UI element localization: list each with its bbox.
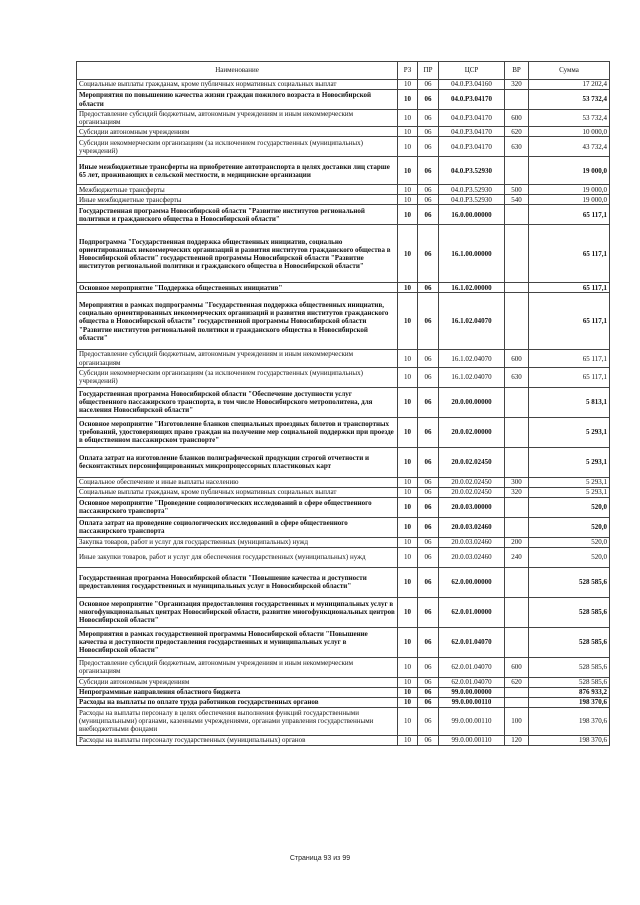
budget-table bbox=[76, 61, 610, 746]
row-rz: 10 bbox=[398, 205, 418, 225]
header-csr: ЦСР bbox=[439, 62, 505, 80]
row-name: Субсидии некоммерческим организациям (за исключением государственных (муниципальных) учреждений) bbox=[77, 367, 398, 387]
row-vr: 120 bbox=[505, 735, 529, 745]
row-pr: 06 bbox=[418, 487, 439, 497]
row-csr: 04.0.Р3.04170 bbox=[439, 127, 505, 137]
row-rz: 10 bbox=[398, 497, 418, 517]
row-csr: 20.0.03.02460 bbox=[439, 547, 505, 567]
row-vr: 600 bbox=[505, 110, 529, 127]
row-sum: 5 293,1 bbox=[529, 487, 610, 497]
row-pr: 06 bbox=[418, 80, 439, 90]
table-row bbox=[77, 157, 610, 185]
table-row bbox=[77, 350, 610, 367]
row-vr bbox=[505, 597, 529, 627]
table-row bbox=[77, 597, 610, 627]
row-vr: 620 bbox=[505, 677, 529, 687]
row-csr: 62.0.01.04070 bbox=[439, 677, 505, 687]
table-row bbox=[77, 627, 610, 657]
row-vr: 320 bbox=[505, 80, 529, 90]
row-rz: 10 bbox=[398, 707, 418, 735]
row-name: Мероприятия в рамках государственной программы Новосибирской области "Повышение качества и доступности предоставления государственных и муниципальных услуг в Новосибирской области" bbox=[77, 627, 398, 657]
row-vr bbox=[505, 225, 529, 283]
table-row bbox=[77, 567, 610, 597]
row-rz: 10 bbox=[398, 487, 418, 497]
row-csr: 16.1.02.00000 bbox=[439, 283, 505, 293]
row-vr bbox=[505, 447, 529, 477]
row-pr: 06 bbox=[418, 90, 439, 110]
row-sum: 520,0 bbox=[529, 517, 610, 537]
row-rz: 10 bbox=[398, 185, 418, 195]
row-pr: 06 bbox=[418, 497, 439, 517]
row-name: Расходы на выплаты по оплате труда работников государственных органов bbox=[77, 697, 398, 707]
row-sum: 65 117,1 bbox=[529, 205, 610, 225]
row-csr: 20.0.03.02460 bbox=[439, 517, 505, 537]
row-pr: 06 bbox=[418, 707, 439, 735]
row-rz: 10 bbox=[398, 137, 418, 157]
table-row bbox=[77, 127, 610, 137]
row-name: Социальные выплаты гражданам, кроме публичных нормативных социальных выплат bbox=[77, 80, 398, 90]
row-rz: 10 bbox=[398, 657, 418, 677]
row-rz: 10 bbox=[398, 225, 418, 283]
row-pr: 06 bbox=[418, 697, 439, 707]
table-row bbox=[77, 477, 610, 487]
table-row bbox=[77, 735, 610, 745]
row-sum: 198 370,6 bbox=[529, 707, 610, 735]
row-vr bbox=[505, 205, 529, 225]
table-body bbox=[77, 80, 610, 746]
row-rz: 10 bbox=[398, 447, 418, 477]
row-sum: 43 732,4 bbox=[529, 137, 610, 157]
row-name: Подпрограмма "Государственная поддержка общественных инициатив, социально ориентированных некоммерческих организаций и развития институтов гражданского общества в Новосибирской области" государственной программы Новосибирской области "Развитие институтов региональной политики и гражданского общества в Новосибирской области" bbox=[77, 225, 398, 283]
row-name: Социальные выплаты гражданам, кроме публичных нормативных социальных выплат bbox=[77, 487, 398, 497]
row-pr: 06 bbox=[418, 517, 439, 537]
row-csr: 04.0.Р3.04170 bbox=[439, 137, 505, 157]
row-name: Предоставление субсидий бюджетным, автономным учреждениям и иным некоммерческим организациям bbox=[77, 350, 398, 367]
row-csr: 20.0.02.00000 bbox=[439, 417, 505, 447]
row-sum: 528 585,6 bbox=[529, 627, 610, 657]
row-rz: 10 bbox=[398, 597, 418, 627]
row-pr: 06 bbox=[418, 417, 439, 447]
row-sum: 5 813,1 bbox=[529, 387, 610, 417]
row-csr: 16.0.00.00000 bbox=[439, 205, 505, 225]
row-sum: 53 732,4 bbox=[529, 90, 610, 110]
row-csr: 20.0.00.00000 bbox=[439, 387, 505, 417]
row-sum: 65 117,1 bbox=[529, 350, 610, 367]
row-name: Основное мероприятие "Организация предоставления государственных и муниципальных услуг в многофункциональных центрах Новосибирской области, развитие многофункциональных центров Новосибирской области" bbox=[77, 597, 398, 627]
row-pr: 06 bbox=[418, 547, 439, 567]
row-name: Государственная программа Новосибирской области "Обеспечение доступности услуг общественного пассажирского транспорта, в том числе Новосибирского метрополитена, для населения Новосибирской области" bbox=[77, 387, 398, 417]
table-row bbox=[77, 110, 610, 127]
table-row bbox=[77, 487, 610, 497]
row-vr bbox=[505, 497, 529, 517]
row-csr: 62.0.01.04070 bbox=[439, 657, 505, 677]
row-rz: 10 bbox=[398, 537, 418, 547]
row-rz: 10 bbox=[398, 283, 418, 293]
row-name: Предоставление субсидий бюджетным, автономным учреждениям и иным некоммерческим организациям bbox=[77, 657, 398, 677]
row-rz: 10 bbox=[398, 547, 418, 567]
table-row bbox=[77, 283, 610, 293]
row-pr: 06 bbox=[418, 127, 439, 137]
row-sum: 65 117,1 bbox=[529, 225, 610, 283]
row-rz: 10 bbox=[398, 627, 418, 657]
row-name: Государственная программа Новосибирской области "Повышение качества и доступности предоставления государственных и муниципальных услуг в Новосибирской области" bbox=[77, 567, 398, 597]
row-vr: 620 bbox=[505, 127, 529, 137]
row-sum: 65 117,1 bbox=[529, 293, 610, 350]
table-row bbox=[77, 195, 610, 205]
header-pr: ПР bbox=[418, 62, 439, 80]
row-sum: 5 293,1 bbox=[529, 477, 610, 487]
row-csr: 20.0.03.00000 bbox=[439, 497, 505, 517]
row-rz: 10 bbox=[398, 90, 418, 110]
row-name: Оплата затрат на проведение социологических исследований в сфере общественного пассажирского транспорта bbox=[77, 517, 398, 537]
row-pr: 06 bbox=[418, 567, 439, 597]
row-rz: 10 bbox=[398, 687, 418, 697]
row-csr: 62.0.01.00000 bbox=[439, 597, 505, 627]
row-sum: 5 293,1 bbox=[529, 417, 610, 447]
row-name: Оплата затрат на изготовление бланков полиграфической продукции строгой отчетности и бесконтактных персонифицированных микропроцессорных пластиковых карт bbox=[77, 447, 398, 477]
row-rz: 10 bbox=[398, 367, 418, 387]
row-sum: 528 585,6 bbox=[529, 597, 610, 627]
row-name: Социальное обеспечение и иные выплаты населению bbox=[77, 477, 398, 487]
row-sum: 528 585,6 bbox=[529, 567, 610, 597]
row-csr: 20.0.02.02450 bbox=[439, 447, 505, 477]
row-csr: 16.1.02.04070 bbox=[439, 293, 505, 350]
table-row bbox=[77, 517, 610, 537]
row-pr: 06 bbox=[418, 687, 439, 697]
row-csr: 04.0.Р3.52930 bbox=[439, 185, 505, 195]
row-vr: 630 bbox=[505, 137, 529, 157]
table-row bbox=[77, 137, 610, 157]
row-csr: 04.0.Р3.04170 bbox=[439, 110, 505, 127]
row-name: Основное мероприятие "Изготовление бланков специальных проездных билетов и транспортных требований, удостоверяющих право граждан на получение мер социальной поддержки при проезде в общественном пассажирском транспорте" bbox=[77, 417, 398, 447]
table-row bbox=[77, 447, 610, 477]
row-rz: 10 bbox=[398, 350, 418, 367]
row-sum: 19 000,0 bbox=[529, 195, 610, 205]
row-rz: 10 bbox=[398, 567, 418, 597]
row-rz: 10 bbox=[398, 110, 418, 127]
row-sum: 17 202,4 bbox=[529, 80, 610, 90]
row-rz: 10 bbox=[398, 677, 418, 687]
table-row bbox=[77, 80, 610, 90]
row-pr: 06 bbox=[418, 735, 439, 745]
table-row bbox=[77, 687, 610, 697]
row-sum: 520,0 bbox=[529, 537, 610, 547]
row-pr: 06 bbox=[418, 205, 439, 225]
row-csr: 04.0.Р3.04160 bbox=[439, 80, 505, 90]
row-rz: 10 bbox=[398, 157, 418, 185]
row-csr: 62.0.00.00000 bbox=[439, 567, 505, 597]
row-csr: 16.1.00.00000 bbox=[439, 225, 505, 283]
row-vr: 600 bbox=[505, 657, 529, 677]
row-rz: 10 bbox=[398, 697, 418, 707]
table-row bbox=[77, 707, 610, 735]
row-name: Иные закупки товаров, работ и услуг для обеспечения государственных (муниципальных) нужд bbox=[77, 547, 398, 567]
row-vr bbox=[505, 697, 529, 707]
row-sum: 198 370,6 bbox=[529, 697, 610, 707]
row-pr: 06 bbox=[418, 137, 439, 157]
row-rz: 10 bbox=[398, 195, 418, 205]
table-row bbox=[77, 185, 610, 195]
row-rz: 10 bbox=[398, 127, 418, 137]
row-pr: 06 bbox=[418, 283, 439, 293]
table-row bbox=[77, 417, 610, 447]
row-name: Государственная программа Новосибирской области "Развитие институтов региональной политики и гражданского общества в Новосибирской области" bbox=[77, 205, 398, 225]
row-pr: 06 bbox=[418, 367, 439, 387]
table-row bbox=[77, 537, 610, 547]
table-header-row bbox=[77, 62, 610, 80]
row-name: Субсидии автономным учреждениям bbox=[77, 127, 398, 137]
table-row bbox=[77, 225, 610, 283]
header-rz: РЗ bbox=[398, 62, 418, 80]
row-name: Межбюджетные трансферты bbox=[77, 185, 398, 195]
row-sum: 65 117,1 bbox=[529, 367, 610, 387]
header-vr: ВР bbox=[505, 62, 529, 80]
row-vr bbox=[505, 157, 529, 185]
row-sum: 10 000,0 bbox=[529, 127, 610, 137]
row-sum: 520,0 bbox=[529, 497, 610, 517]
row-vr: 500 bbox=[505, 185, 529, 195]
row-name: Иные межбюджетные трансферты bbox=[77, 195, 398, 205]
row-rz: 10 bbox=[398, 477, 418, 487]
table-row bbox=[77, 547, 610, 567]
table-row bbox=[77, 697, 610, 707]
table-row bbox=[77, 293, 610, 350]
page-number: Страница 93 из 99 bbox=[289, 855, 351, 862]
row-csr: 04.0.Р3.52930 bbox=[439, 195, 505, 205]
table-row bbox=[77, 205, 610, 225]
row-pr: 06 bbox=[418, 293, 439, 350]
row-pr: 06 bbox=[418, 677, 439, 687]
row-name: Мероприятия в рамках подпрограммы "Государственная поддержка общественных инициатив, социально ориентированных некоммерческих организаций и развития институтов гражданского общества в Новосибирской области" государственной программы Новосибирской области "Развитие институтов региональной политики и гражданского общества в Новосибирской области" bbox=[77, 293, 398, 350]
row-csr: 04.0.Р3.52930 bbox=[439, 157, 505, 185]
row-pr: 06 bbox=[418, 110, 439, 127]
row-sum: 19 000,0 bbox=[529, 185, 610, 195]
row-csr: 62.0.01.04070 bbox=[439, 627, 505, 657]
row-vr bbox=[505, 293, 529, 350]
row-pr: 06 bbox=[418, 447, 439, 477]
row-csr: 99.0.00.00110 bbox=[439, 707, 505, 735]
row-pr: 06 bbox=[418, 157, 439, 185]
row-name: Предоставление субсидий бюджетным, автономным учреждениям и иным некоммерческим организациям bbox=[77, 110, 398, 127]
row-name: Субсидии некоммерческим организациям (за исключением государственных (муниципальных) учреждений) bbox=[77, 137, 398, 157]
row-name: Закупка товаров, работ и услуг для государственных (муниципальных) нужд bbox=[77, 537, 398, 547]
table-row bbox=[77, 387, 610, 417]
row-sum: 19 000,0 bbox=[529, 157, 610, 185]
row-vr: 320 bbox=[505, 487, 529, 497]
table-row bbox=[77, 677, 610, 687]
row-rz: 10 bbox=[398, 387, 418, 417]
row-vr: 300 bbox=[505, 477, 529, 487]
row-vr: 540 bbox=[505, 195, 529, 205]
row-pr: 06 bbox=[418, 537, 439, 547]
row-pr: 06 bbox=[418, 195, 439, 205]
row-vr: 200 bbox=[505, 537, 529, 547]
header-sum: Сумма bbox=[529, 62, 610, 80]
row-csr: 04.0.Р3.04170 bbox=[439, 90, 505, 110]
row-vr bbox=[505, 517, 529, 537]
row-csr: 99.0.00.00110 bbox=[439, 735, 505, 745]
row-csr: 20.0.02.02450 bbox=[439, 477, 505, 487]
row-name: Непрограммные направления областного бюджета bbox=[77, 687, 398, 697]
row-csr: 16.1.02.04070 bbox=[439, 350, 505, 367]
row-pr: 06 bbox=[418, 477, 439, 487]
row-pr: 06 bbox=[418, 185, 439, 195]
row-name: Мероприятия по повышению качества жизни граждан пожилого возраста в Новосибирской области bbox=[77, 90, 398, 110]
row-csr: 16.1.02.04070 bbox=[439, 367, 505, 387]
row-rz: 10 bbox=[398, 417, 418, 447]
row-rz: 10 bbox=[398, 735, 418, 745]
row-pr: 06 bbox=[418, 387, 439, 417]
row-pr: 06 bbox=[418, 627, 439, 657]
row-sum: 528 585,6 bbox=[529, 677, 610, 687]
row-sum: 520,0 bbox=[529, 547, 610, 567]
row-vr: 600 bbox=[505, 350, 529, 367]
row-name: Субсидии автономным учреждениям bbox=[77, 677, 398, 687]
row-vr bbox=[505, 627, 529, 657]
row-rz: 10 bbox=[398, 80, 418, 90]
row-vr: 630 bbox=[505, 367, 529, 387]
row-vr: 100 bbox=[505, 707, 529, 735]
row-sum: 198 370,6 bbox=[529, 735, 610, 745]
row-rz: 10 bbox=[398, 293, 418, 350]
row-sum: 65 117,1 bbox=[529, 283, 610, 293]
header-name: Наименование bbox=[77, 62, 398, 80]
row-sum: 5 293,1 bbox=[529, 447, 610, 477]
row-vr bbox=[505, 567, 529, 597]
row-pr: 06 bbox=[418, 657, 439, 677]
row-vr bbox=[505, 417, 529, 447]
row-name: Расходы на выплаты персоналу в целях обеспечения выполнения функций государственными (муниципальными) органами, казенными учреждениями, органами управления государственными внебюджетными фондами bbox=[77, 707, 398, 735]
row-pr: 06 bbox=[418, 225, 439, 283]
row-pr: 06 bbox=[418, 597, 439, 627]
row-vr bbox=[505, 283, 529, 293]
row-vr bbox=[505, 687, 529, 697]
row-csr: 99.0.00.00110 bbox=[439, 697, 505, 707]
row-vr: 240 bbox=[505, 547, 529, 567]
row-sum: 528 585,6 bbox=[529, 657, 610, 677]
row-pr: 06 bbox=[418, 350, 439, 367]
row-rz: 10 bbox=[398, 517, 418, 537]
row-name: Основное мероприятие "Поддержка общественных инициатив" bbox=[77, 283, 398, 293]
row-name: Основное мероприятие "Проведение социологических исследований в сфере общественного пассажирского транспорта" bbox=[77, 497, 398, 517]
table-row bbox=[77, 497, 610, 517]
table-row bbox=[77, 367, 610, 387]
row-vr bbox=[505, 387, 529, 417]
row-csr: 99.0.00.00000 bbox=[439, 687, 505, 697]
row-csr: 20.0.03.02460 bbox=[439, 537, 505, 547]
row-sum: 876 933,2 bbox=[529, 687, 610, 697]
row-vr bbox=[505, 90, 529, 110]
row-name: Расходы на выплаты персоналу государственных (муниципальных) органов bbox=[77, 735, 398, 745]
table-row bbox=[77, 90, 610, 110]
row-name: Иные межбюджетные трансферты на приобретение автотранспорта в целях доставки лиц старше 65 лет, проживающих в сельской местности, в медицинские организации bbox=[77, 157, 398, 185]
row-csr: 20.0.02.02450 bbox=[439, 487, 505, 497]
row-sum: 53 732,4 bbox=[529, 110, 610, 127]
table-row bbox=[77, 657, 610, 677]
